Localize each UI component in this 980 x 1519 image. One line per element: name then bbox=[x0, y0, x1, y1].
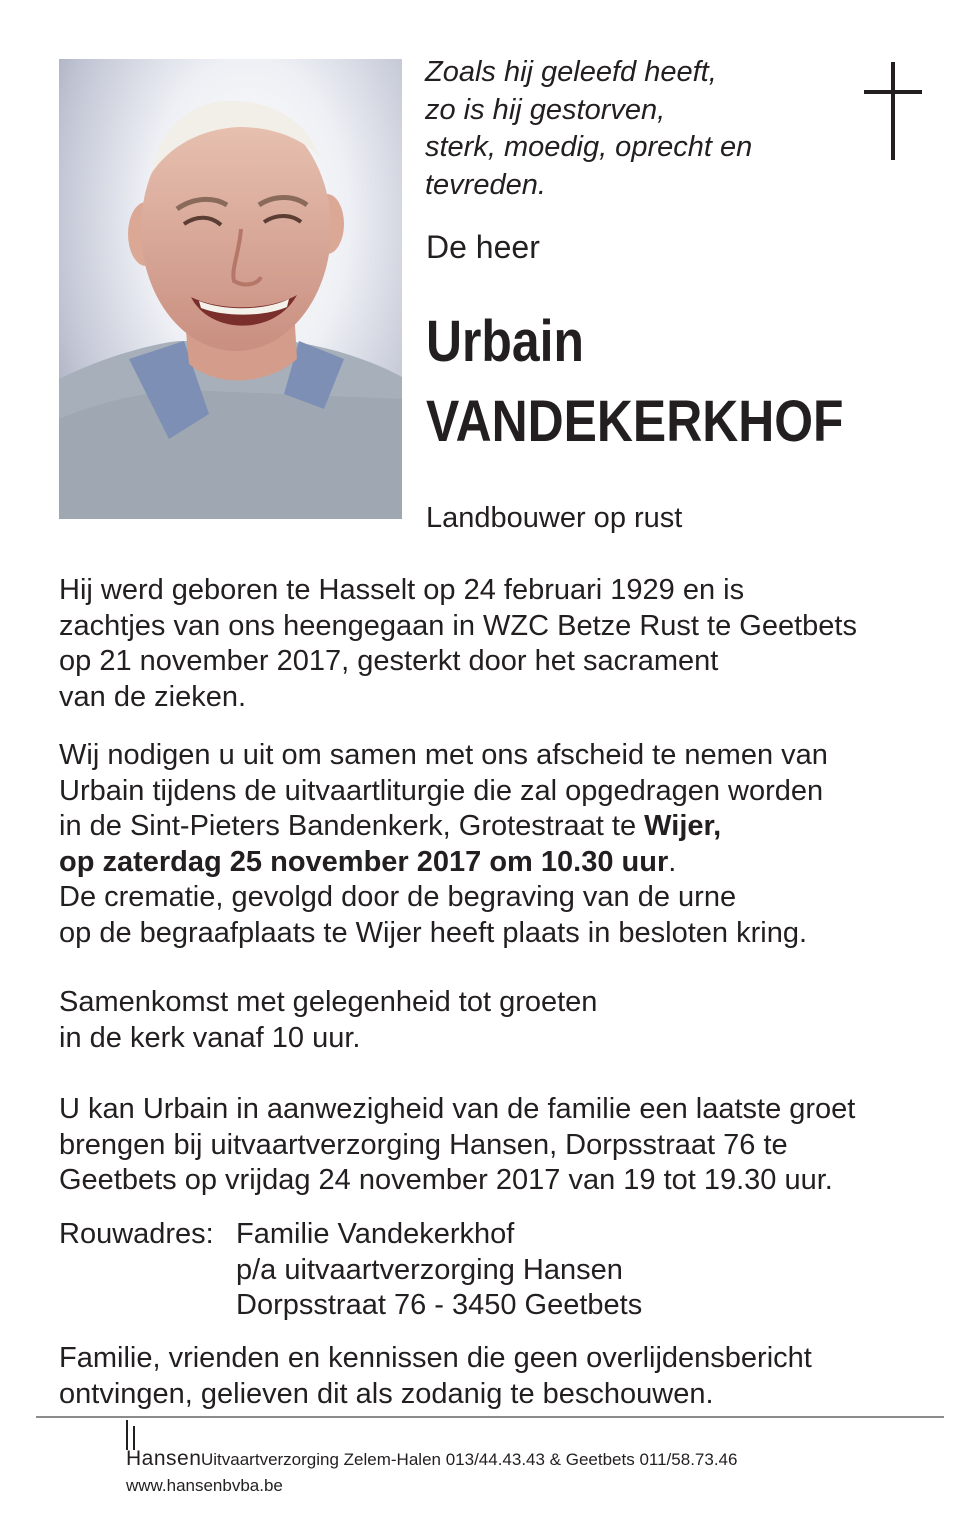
text-fragment: . bbox=[668, 845, 677, 878]
text-line: De crematie, gevolgd door de begraving van de urne bbox=[59, 881, 737, 913]
address-line: Dorpsstraat 76 - 3450 Geetbets bbox=[236, 1289, 643, 1321]
text-line: in de kerk vanaf 10 uur. bbox=[59, 1021, 361, 1054]
text-line: van de zieken. bbox=[59, 680, 247, 713]
text-line: zachtjes van ons heengegaan in WZC Betze Rust te Geetbets bbox=[59, 609, 857, 642]
text-line: Familie, vrienden en kennissen die geen overlijdensbericht bbox=[59, 1342, 812, 1374]
cross-icon bbox=[864, 62, 922, 160]
quote-line: sterk, moedig, oprecht en bbox=[425, 131, 753, 163]
opening-quote bbox=[425, 54, 845, 204]
birth-paragraph bbox=[59, 573, 939, 715]
service-paragraph bbox=[59, 738, 939, 951]
visit-paragraph bbox=[59, 1092, 939, 1199]
gathering-paragraph bbox=[59, 985, 939, 1056]
text-line: Samenkomst met gelegenheid tot groeten bbox=[59, 986, 598, 1018]
text-line: op 21 november 2017, gesterkt door het sacrament bbox=[59, 645, 719, 677]
hansen-logo-icon bbox=[120, 1420, 140, 1450]
quote-line: Zoals hij geleefd heeft, bbox=[425, 56, 717, 88]
closing-paragraph bbox=[59, 1341, 939, 1412]
address-label: Rouwadres: bbox=[59, 1218, 214, 1250]
text-line: Geetbets op vrijdag 24 november 2017 van 19 tot 19.30 uur. bbox=[59, 1164, 833, 1196]
text-line: U kan Urbain in aanwezigheid van de familie een laatste groet bbox=[59, 1093, 856, 1125]
text-line: Wij nodigen u uit om samen met ons afscheid te nemen van bbox=[59, 739, 828, 771]
text-line bbox=[59, 845, 939, 881]
service-datetime: op zaterdag 25 november 2017 om 10.30 uur bbox=[59, 845, 669, 878]
portrait-photo bbox=[59, 59, 402, 519]
address-line: Familie Vandekerkhof bbox=[236, 1218, 515, 1250]
address-line: p/a uitvaartverzorging Hansen bbox=[236, 1253, 623, 1286]
footer-brand: Hansen bbox=[126, 1447, 202, 1470]
footer-divider bbox=[36, 1416, 944, 1418]
mourning-address bbox=[59, 1217, 642, 1324]
text-line: Urbain tijdens de uitvaartliturgie die zal opgedragen worden bbox=[59, 774, 824, 807]
text-line: Hij werd geboren te Hasselt op 24 februari 1929 en is bbox=[59, 574, 745, 606]
quote-line: tevreden. bbox=[425, 168, 546, 201]
service-location: Wijer, bbox=[644, 810, 722, 842]
footer-contact-info: Uitvaartverzorging Zelem-Halen 013/44.43.43 & Geetbets 011/58.73.46 bbox=[201, 1450, 738, 1469]
text-fragment: in de Sint-Pieters Bandenkerk, Grotestraat te bbox=[59, 810, 645, 842]
honorific: De heer bbox=[426, 229, 540, 265]
deceased-first-name: Urbain bbox=[426, 309, 584, 374]
quote-line: zo is hij gestorven, bbox=[425, 93, 666, 126]
text-line: brengen bij uitvaartverzorging Hansen, Dorpsstraat 76 te bbox=[59, 1128, 788, 1161]
footer-website-link[interactable]: www.hansenbvba.be bbox=[126, 1476, 283, 1495]
text-line bbox=[59, 809, 939, 845]
text-line: ontvingen, gelieven dit als zodanig te beschouwen. bbox=[59, 1377, 714, 1410]
text-line: op de begraafplaats te Wijer heeft plaats in besloten kring. bbox=[59, 916, 808, 949]
occupation: Landbouwer op rust bbox=[426, 502, 683, 534]
deceased-last-name: VANDEKERKHOF bbox=[426, 389, 844, 454]
portrait-illustration bbox=[59, 59, 402, 519]
